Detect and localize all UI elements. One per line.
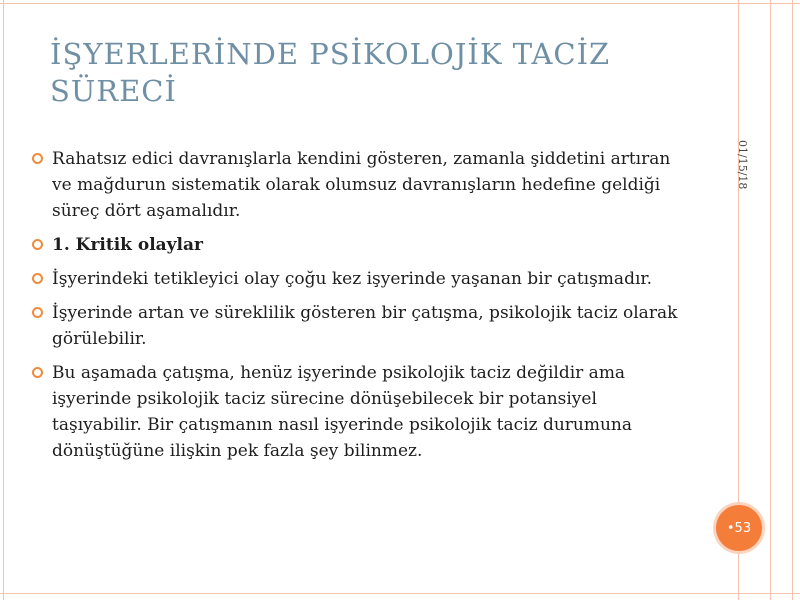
bullet-text: Bu aşamada çatışma, henüz işyerinde psikolojik taciz değildir ama işyerinde psikolojik taciz sürecine dönüşebilecek bir potansiyel taşıyabilir. Bir çatışmanın nasıl işyerinde psikolojik taciz durumuna dönüştüğüne ilişkin pek fazla şey bilinmez. — [52, 363, 633, 461]
bullet-item — [30, 300, 690, 352]
frame-right-line-outer — [792, 0, 793, 600]
frame-right-line-mid — [770, 0, 771, 600]
slide-date: 01/15/18 — [736, 140, 749, 190]
bullet-text: Rahatsız edici davranışlarla kendini gösteren, zamanla şiddetini artıran ve mağdurun sistematik olarak olumsuz davranışların hedefine geldiği süreç dört aşamalıdır. — [52, 149, 671, 221]
bullet-circle-icon — [32, 307, 43, 318]
bullet-item-heading — [30, 232, 690, 258]
page-number-badge — [716, 505, 762, 551]
slide-title-line1: İŞYERLERİNDE PSİKOLOJİK TACİZ — [50, 37, 611, 71]
bullet-circle-icon — [32, 239, 43, 250]
bullet-circle-icon — [32, 273, 43, 284]
bullet-list — [30, 146, 690, 472]
bullet-text: 1. Kritik olaylar — [52, 235, 203, 255]
frame-left-line — [3, 0, 4, 600]
bullet-circle-icon — [32, 153, 43, 164]
bullet-text: İşyerindeki tetikleyici olay çoğu kez işyerinde yaşanan bir çatışmadır. — [52, 269, 653, 289]
frame-bottom-line — [0, 593, 800, 594]
frame-top-line — [0, 3, 800, 4]
bullet-item — [30, 146, 690, 224]
bullet-text: İşyerinde artan ve süreklilik gösteren bir çatışma, psikolojik taciz olarak görülebilir. — [52, 303, 678, 349]
bullet-item — [30, 360, 690, 464]
bullet-item — [30, 266, 690, 292]
slide-title-line2: SÜRECİ — [50, 74, 177, 108]
page-number: •53 — [726, 520, 752, 536]
bullet-circle-icon — [32, 367, 43, 378]
slide-title — [50, 36, 710, 110]
